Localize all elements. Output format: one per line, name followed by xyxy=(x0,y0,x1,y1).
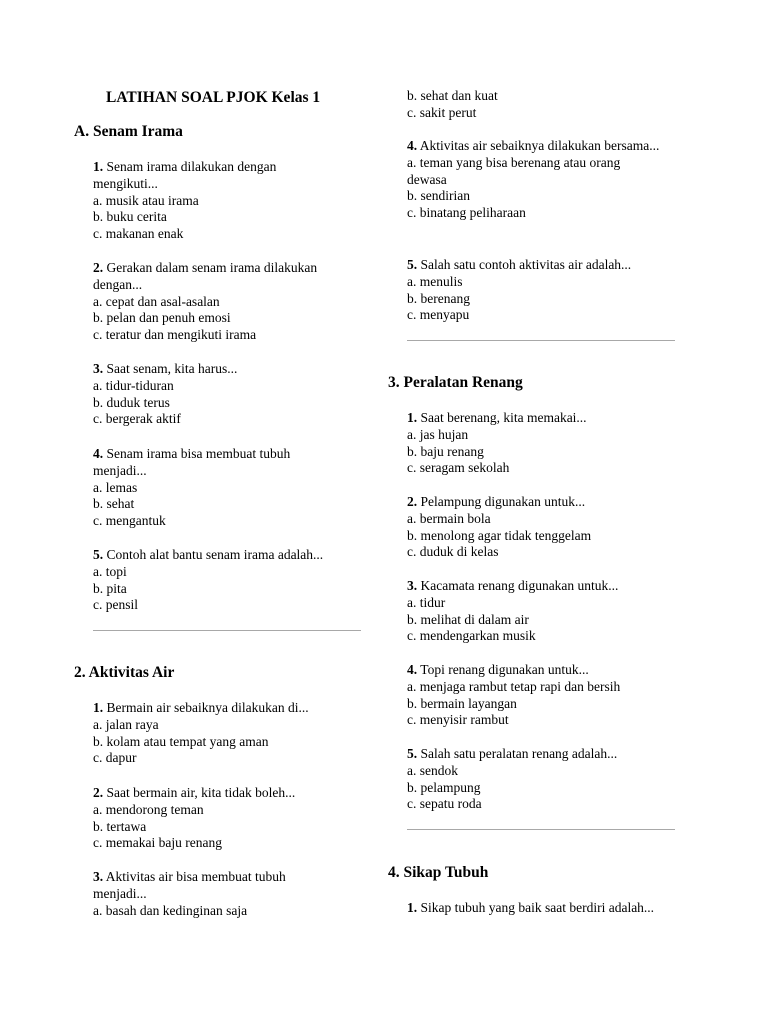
option: c. dapur xyxy=(93,750,137,766)
option: c. menyisir rambut xyxy=(407,712,509,728)
question-air-3-continued xyxy=(407,88,677,122)
option: a. mendorong teman xyxy=(93,801,204,817)
option: a. topi xyxy=(93,563,127,579)
option: b. pelampung xyxy=(407,779,481,795)
question-air-1: 1. Bermain air sebaiknya dilakukan di... a. jalan raya b. kolam atau tempat yang aman c. dapur xyxy=(93,700,363,767)
question-sikap-1: 1. Sikap tubuh yang baik saat berdiri adalah... xyxy=(407,900,655,915)
question-senam-2: 2. Gerakan dalam senam irama dilakukan dengan... a. cepat dan asal-asalan b. pelan dan penuh emosi c. teratur dan mengikuti irama xyxy=(93,260,363,344)
option: c. sepatu roda xyxy=(407,796,482,812)
option: a. menjaga rambut tetap rapi dan bersih xyxy=(407,678,621,694)
section-divider xyxy=(407,829,675,830)
question-renang-1: 1. Saat berenang, kita memakai... a. jas hujan b. baju renang c. seragam sekolah xyxy=(407,410,677,477)
option: b. bermain layangan xyxy=(407,695,517,711)
question-air-2: 2. Saat bermain air, kita tidak boleh... a. mendorong teman b. tertawa c. memakai baju renang xyxy=(93,785,363,852)
option: c. menyapu xyxy=(407,307,470,323)
option: c. mengantuk xyxy=(93,513,166,529)
option: a. musik atau irama xyxy=(93,192,199,208)
option: c. memakai baju renang xyxy=(93,835,222,851)
question-senam-3: 3. Saat senam, kita harus... a. tidur-tiduran b. duduk terus c. bergerak aktif xyxy=(93,361,363,428)
question-senam-5: 5. Contoh alat bantu senam irama adalah... a. topi b. pita c. pensil xyxy=(93,547,368,614)
option: a. tidur xyxy=(407,594,446,610)
option: c. makanan enak xyxy=(93,226,184,242)
option: a. menulis xyxy=(407,273,463,289)
option: c. binatang peliharaan xyxy=(407,205,526,221)
option: b. sehat dan kuat xyxy=(407,88,498,103)
option: b. tertawa xyxy=(93,818,147,834)
option: c. pensil xyxy=(93,597,138,613)
question-air-5: 5. Salah satu contoh aktivitas air adalah... a. menulis b. berenang c. menyapu xyxy=(407,257,677,324)
question-renang-5: 5. Salah satu peralatan renang adalah... a. sendok b. pelampung c. sepatu roda xyxy=(407,746,677,813)
section-heading-aktivitas-air: 2. Aktivitas Air xyxy=(74,664,175,681)
option: a. jalan raya xyxy=(93,716,159,732)
option: c. teratur dan mengikuti irama xyxy=(93,327,257,343)
option: b. berenang xyxy=(407,290,470,306)
section-divider xyxy=(93,630,361,631)
option: a. lemas xyxy=(93,479,138,495)
option: a. tidur-tiduran xyxy=(93,377,174,393)
option: c. seragam sekolah xyxy=(407,460,510,476)
option: c. mendengarkan musik xyxy=(407,628,536,644)
option: b. buku cerita xyxy=(93,209,167,225)
option: a. cepat dan asal-asalan xyxy=(93,293,220,309)
option: a. teman yang bisa berenang atau orang dewasa xyxy=(407,154,621,187)
question-senam-1: 1. Senam irama dilakukan dengan mengikuti... a. musik atau irama b. buku cerita c. makanan enak xyxy=(93,159,333,243)
option: c. duduk di kelas xyxy=(407,544,499,560)
option: a. jas hujan xyxy=(407,426,469,442)
option: b. sehat xyxy=(93,496,135,512)
section-heading-sikap-tubuh: 4. Sikap Tubuh xyxy=(388,864,489,881)
option: b. sendirian xyxy=(407,188,470,204)
option: c. sakit perut xyxy=(407,104,477,120)
section-heading-senam-irama: A. Senam Irama xyxy=(74,123,183,140)
option: b. melihat di dalam air xyxy=(407,611,529,627)
option: c. bergerak aktif xyxy=(93,411,181,427)
option: b. kolam atau tempat yang aman xyxy=(93,733,269,749)
option: b. pita xyxy=(93,580,127,596)
document-title: LATIHAN SOAL PJOK Kelas 1 xyxy=(106,89,321,106)
section-divider xyxy=(407,340,675,341)
question-renang-3: 3. Kacamata renang digunakan untuk... a. tidur b. melihat di dalam air c. mendengarkan musik xyxy=(407,578,677,645)
question-renang-2: 2. Pelampung digunakan untuk... a. bermain bola b. menolong agar tidak tenggelam c. duduk di kelas xyxy=(407,494,677,561)
question-air-3: 3. Aktivitas air bisa membuat tubuh menjadi... a. basah dan kedinginan saja xyxy=(93,869,333,919)
question-renang-4: 4. Topi renang digunakan untuk... a. menjaga rambut tetap rapi dan bersih b. bermain layangan c. menyisir rambut xyxy=(407,662,682,729)
option: b. baju renang xyxy=(407,443,484,459)
option: b. menolong agar tidak tenggelam xyxy=(407,527,592,543)
option: b. duduk terus xyxy=(93,394,170,410)
option: a. sendok xyxy=(407,762,458,778)
option: a. bermain bola xyxy=(407,510,491,526)
section-heading-peralatan-renang: 3. Peralatan Renang xyxy=(388,374,523,391)
question-air-4: 4. Aktivitas air sebaiknya dilakukan bersama... a. teman yang bisa berenang atau orang dewasa b. sendirian c. binatang peliharaan xyxy=(407,138,662,222)
question-senam-4: 4. Senam irama bisa membuat tubuh menjadi... a. lemas b. sehat c. mengantuk xyxy=(93,446,333,530)
option: b. pelan dan penuh emosi xyxy=(93,310,231,326)
option: a. basah dan kedinginan saja xyxy=(93,902,248,918)
